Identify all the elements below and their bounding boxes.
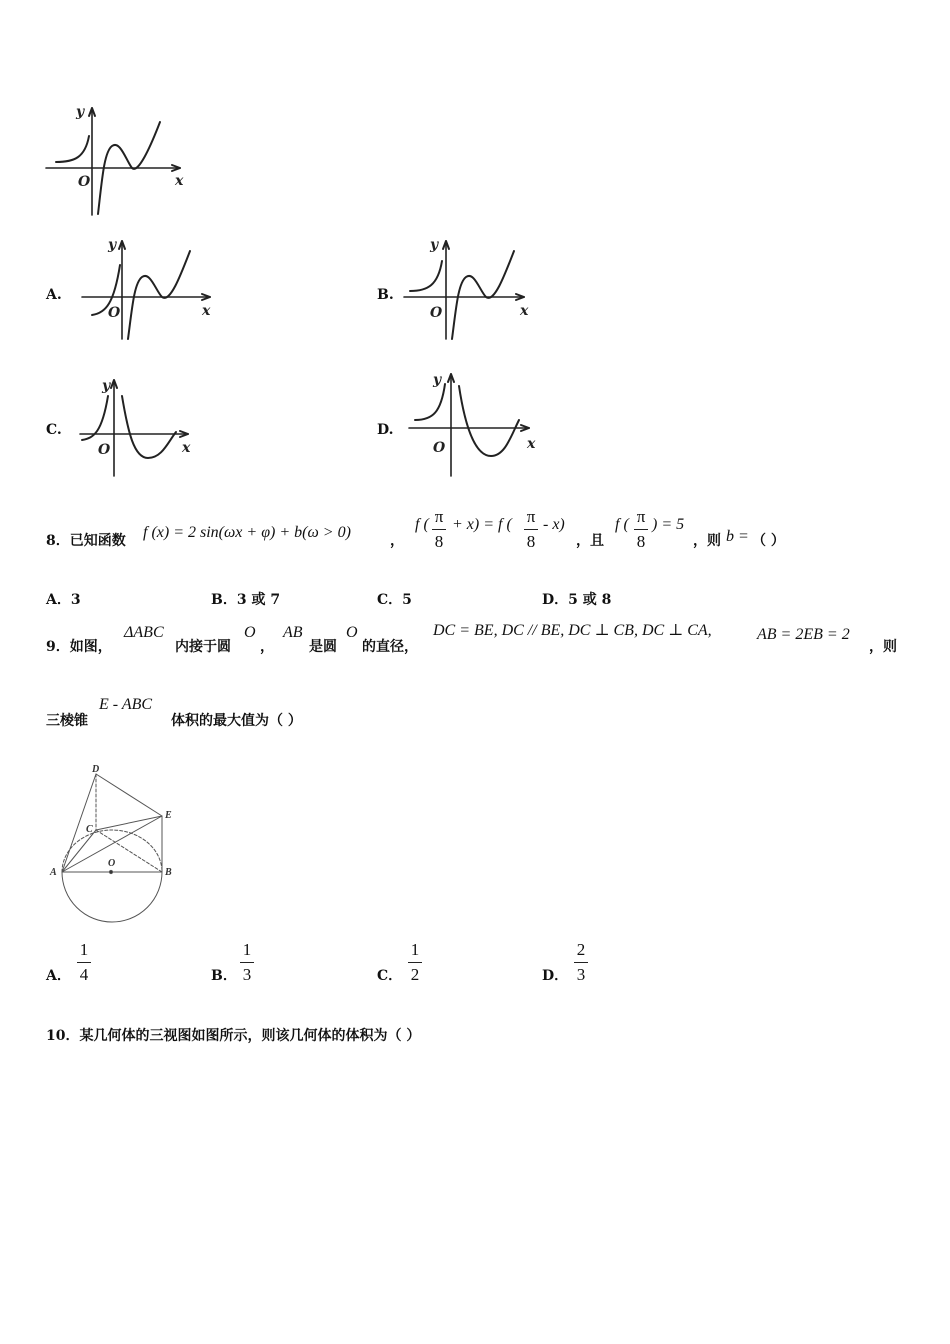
q9-ab-equals: AB = 2EB = 2 [757, 626, 850, 643]
q8-then: ，则 [693, 533, 721, 549]
q9-triangle: ΔABC [124, 624, 164, 641]
q8-option-c[interactable]: C．5 [377, 592, 412, 608]
q9-text-is-circle: 是圆 [309, 639, 337, 655]
q8-cond-a-frac2: π 8 [522, 507, 540, 552]
x-axis-label: x [202, 303, 211, 319]
q9-option-a-label[interactable]: A． [46, 968, 71, 984]
q7-option-c-graph[interactable] [78, 372, 208, 482]
q9-text-inscribed: 内接于圆 [175, 639, 231, 655]
q9-line2-b: 体积的最大值为（ ） [171, 713, 302, 729]
q9-circle-o-2: O [346, 624, 358, 641]
q7-option-b-graph[interactable] [400, 235, 550, 345]
q8-function: f (x) = 2 sin(ωx + φ) + b(ω > 0) [143, 524, 351, 541]
x-axis-label: x [527, 436, 536, 452]
q9-text-diameter: 的直径， [362, 639, 418, 655]
q8-cond-b-pre: f ( [615, 516, 629, 533]
q9-geometry-figure [44, 762, 184, 912]
q8-number: 8．已知函数 [46, 533, 126, 549]
q9-conditions: DC = BE, DC // BE, DC ⊥ CB, DC ⊥ CA, [433, 622, 712, 639]
q8-separator: ， [390, 533, 404, 549]
point-e-label: E [165, 810, 172, 821]
q9-comma: ， [260, 639, 274, 655]
q10-text: 10．某几何体的三视图如图所示，则该几何体的体积为（ ） [46, 1028, 421, 1044]
q9-option-d-frac[interactable]: 2 3 [572, 940, 590, 985]
origin-label: O [430, 305, 443, 321]
q8-ask: b = [726, 528, 749, 545]
q9-circle-o: O [244, 624, 256, 641]
q8-option-b[interactable]: B．3 或 7 [211, 592, 281, 608]
point-d-label: D [92, 764, 100, 775]
q9-option-a-frac[interactable]: 1 4 [75, 940, 93, 985]
q8-cond-a-frac: π 8 [430, 507, 448, 552]
q8-option-d[interactable]: D．5 或 8 [542, 592, 612, 608]
q9-option-b-label[interactable]: B． [211, 968, 237, 984]
q8-option-a[interactable]: A．3 [46, 592, 81, 608]
x-axis-label: x [182, 440, 191, 456]
q9-option-b-frac[interactable]: 1 3 [238, 940, 256, 985]
q8-cond-b-post: ) = 5 [652, 516, 685, 533]
x-axis-label: x [520, 303, 529, 319]
y-axis-label: y [102, 378, 111, 394]
point-c-label: C [86, 824, 93, 835]
q9-option-c-frac[interactable]: 1 2 [406, 940, 424, 985]
q7-option-a-graph[interactable] [78, 235, 228, 345]
y-axis-label: y [76, 104, 85, 120]
q9-ab: AB [283, 624, 303, 641]
x-axis-label: x [175, 173, 184, 189]
q9-then: ，则 [869, 639, 897, 655]
q8-cond-a-post: + x) = f ( [452, 516, 512, 533]
q7-option-a-label: A. [46, 287, 62, 303]
point-b-label: B [165, 867, 172, 878]
q9-option-c-label[interactable]: C． [377, 968, 403, 984]
q7-reference-graph [40, 100, 200, 220]
q7-option-b-label: B. [377, 287, 394, 303]
q9-pyramid: E - ABC [99, 696, 153, 713]
q9-number: 9．如图， [46, 639, 112, 655]
q8-cond-a-pre: f ( [415, 516, 429, 533]
y-axis-label: y [108, 237, 117, 253]
q9-option-d-label[interactable]: D． [542, 968, 569, 984]
q7-option-d-label: D. [377, 422, 394, 438]
q8-cond-b-frac: π 8 [632, 507, 650, 552]
origin-label: O [98, 442, 111, 458]
point-a-label: A [50, 867, 57, 878]
y-axis-label: y [430, 237, 439, 253]
point-o-label: O [108, 858, 116, 869]
q8-cond-a-end: - x) [543, 516, 565, 533]
origin-label: O [78, 174, 91, 190]
q7-option-d-graph[interactable] [405, 366, 550, 482]
q8-answer-paren: （ ） [752, 533, 785, 549]
q7-option-c-label: C. [46, 422, 62, 438]
origin-label: O [433, 440, 446, 456]
y-axis-label: y [433, 372, 442, 388]
q8-and: ，且 [576, 533, 604, 549]
q9-line2-a: 三棱锥 [46, 713, 88, 729]
origin-label: O [108, 305, 121, 321]
